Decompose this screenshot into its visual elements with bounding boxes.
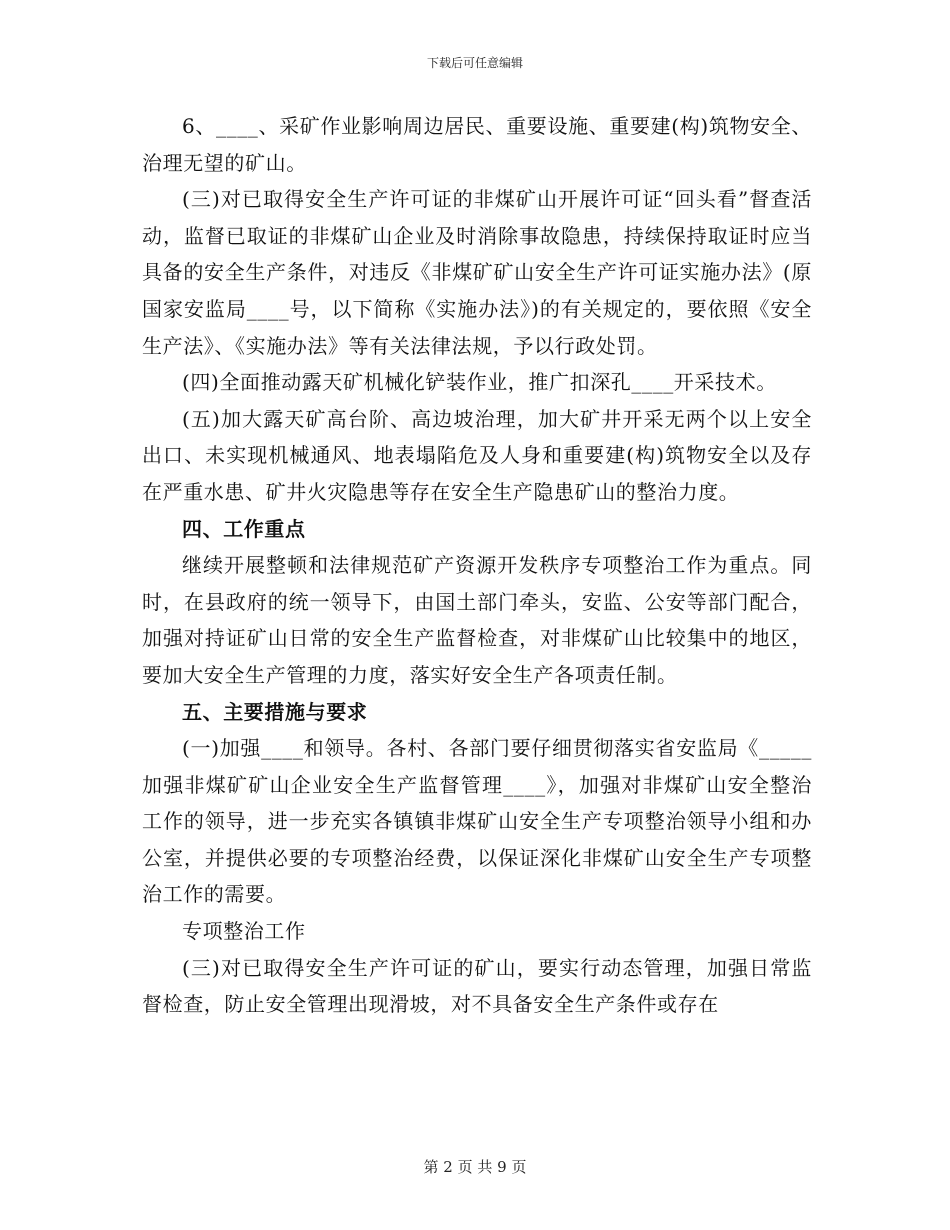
page-header-note: 下载后可任意编辑 (426, 56, 523, 70)
paragraph-item-6: 6、____、采矿作业影响周边居民、重要设施、重要建(构)筑物安全、治理无望的矿山。 (142, 114, 812, 175)
paragraph-special-work: 专项整治工作 (182, 919, 306, 944)
document-body (142, 108, 812, 1023)
paragraph-section-3: (三)对已取得安全生产许可证的非煤矿山开展许可证“回头看”督查活动，监督已取证的非煤矿山企业及时消除事故隐患，持续保持取证时应当具备的安全生产条件，对违反《非煤矿矿山安全生产许可证实施办法》(原国家安监局____号，以下简称《实施办法》)的有关规定的，要依照《安全生产法》、《实施办法》等有关法律法规，予以行政处罚。 (142, 187, 812, 358)
paragraph-section-4: (四)全面推动露天矿机械化铲装作业，推广扣深孔____开采技术。 (182, 370, 777, 395)
paragraph-section-5: (五)加大露天矿高台阶、高边坡治理，加大矿井开采无两个以上安全出口、未实现机械通风、地表塌陷危及人身和重要建(构)筑物安全以及存在严重水患、矿井火灾隐患等存在安全生产隐患矿山的整治力度。 (142, 406, 812, 504)
page-number: 第 2 页 共 9 页 (423, 1158, 527, 1176)
heading-work-focus: 四、工作重点 (182, 516, 306, 541)
heading-measures: 五、主要措施与要求 (182, 699, 368, 724)
paragraph-measures-3: (三)对已取得安全生产许可证的矿山，要实行动态管理，加强日常监督检查，防止安全管理出现滑坡，对不具备安全生产条件或存在 (142, 955, 812, 1017)
paragraph-measures-1: (一)加强____和领导。各村、各部门要仔细贯彻落实省安监局《_____加强非煤矿矿山企业安全生产监督管理____》，加强对非煤矿山安全整治工作的领导，进一步充实各镇镇非煤矿山安全生产专项整治领导小组和办公室，并提供必要的专项整治经费，以保证深化非煤矿山安全生产专项整治工作的需要。 (142, 736, 812, 907)
paragraph-work-focus: 继续开展整顿和法律规范矿产资源开发秩序专项整治工作为重点。同时，在县政府的统一领导下，由国土部门牵头，安监、公安等部门配合，加强对持证矿山日常的安全生产监督检查，对非煤矿山比较集中的地区，要加大安全生产管理的力度，落实好安全生产各项责任制。 (142, 553, 812, 687)
